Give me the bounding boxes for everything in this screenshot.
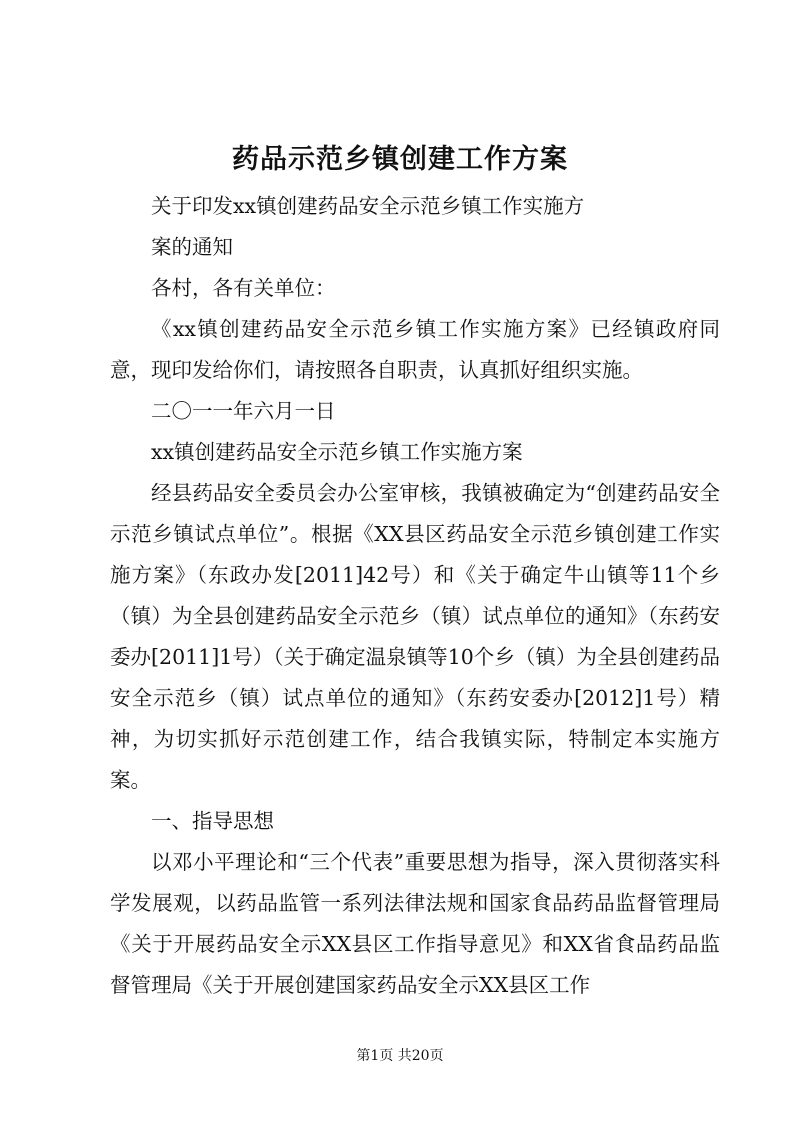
page-number-footer: 第1页 共20页 xyxy=(356,1048,444,1064)
notice-body-paragraph: 《xx镇创建药品安全示范乡镇工作实施方案》已经镇政府同意，现印发给你们，请按照各自职责，认真抓好组织实施。 xyxy=(110,317,720,382)
notice-date: 二〇一一年六月一日 xyxy=(151,399,336,423)
salutation: 各村，各有关单位： xyxy=(151,276,336,300)
body-paragraph: 以邓小平理论和“三个代表”重要思想为指导，深入贯彻落实科学发展观，以药品监管一系列法律法规和国家食品药品监督管理局《关于开展药品安全示XX县区工作指导意见》和XX省食品药品监督管理局《关于开展创建国家药品安全示XX县区工作 xyxy=(110,850,720,997)
document-title: 药品示范乡镇创建工作方案 xyxy=(232,144,568,175)
notice-title-line-1: 关于印发xx镇创建药品安全示范乡镇工作实施方 xyxy=(151,194,585,218)
plan-title: xx镇创建药品安全示范乡镇工作实施方案 xyxy=(151,440,523,464)
section-heading: 一、指导思想 xyxy=(151,809,274,833)
body-paragraph: 经县药品安全委员会办公室审核，我镇被确定为“创建药品安全示范乡镇试点单位”。根据《XX县区药品安全示范乡镇创建工作实施方案》（东政办发[2011]42号）和《关于确定牛山镇等11个乡（镇）为全县创建药品安全示范乡（镇）试点单位的通知》（东药安委办[2011]1号）（关于确定温泉镇等10个乡（镇）为全县创建药品安全示范乡（镇）试点单位的通知》（东药安委办[2012]1号）精神，为切实抓好示范创建工作，结合我镇实际，特制定本实施方案。 xyxy=(110,481,720,792)
notice-title-line-2: 案的通知 xyxy=(151,235,233,259)
document-body xyxy=(110,186,720,1006)
